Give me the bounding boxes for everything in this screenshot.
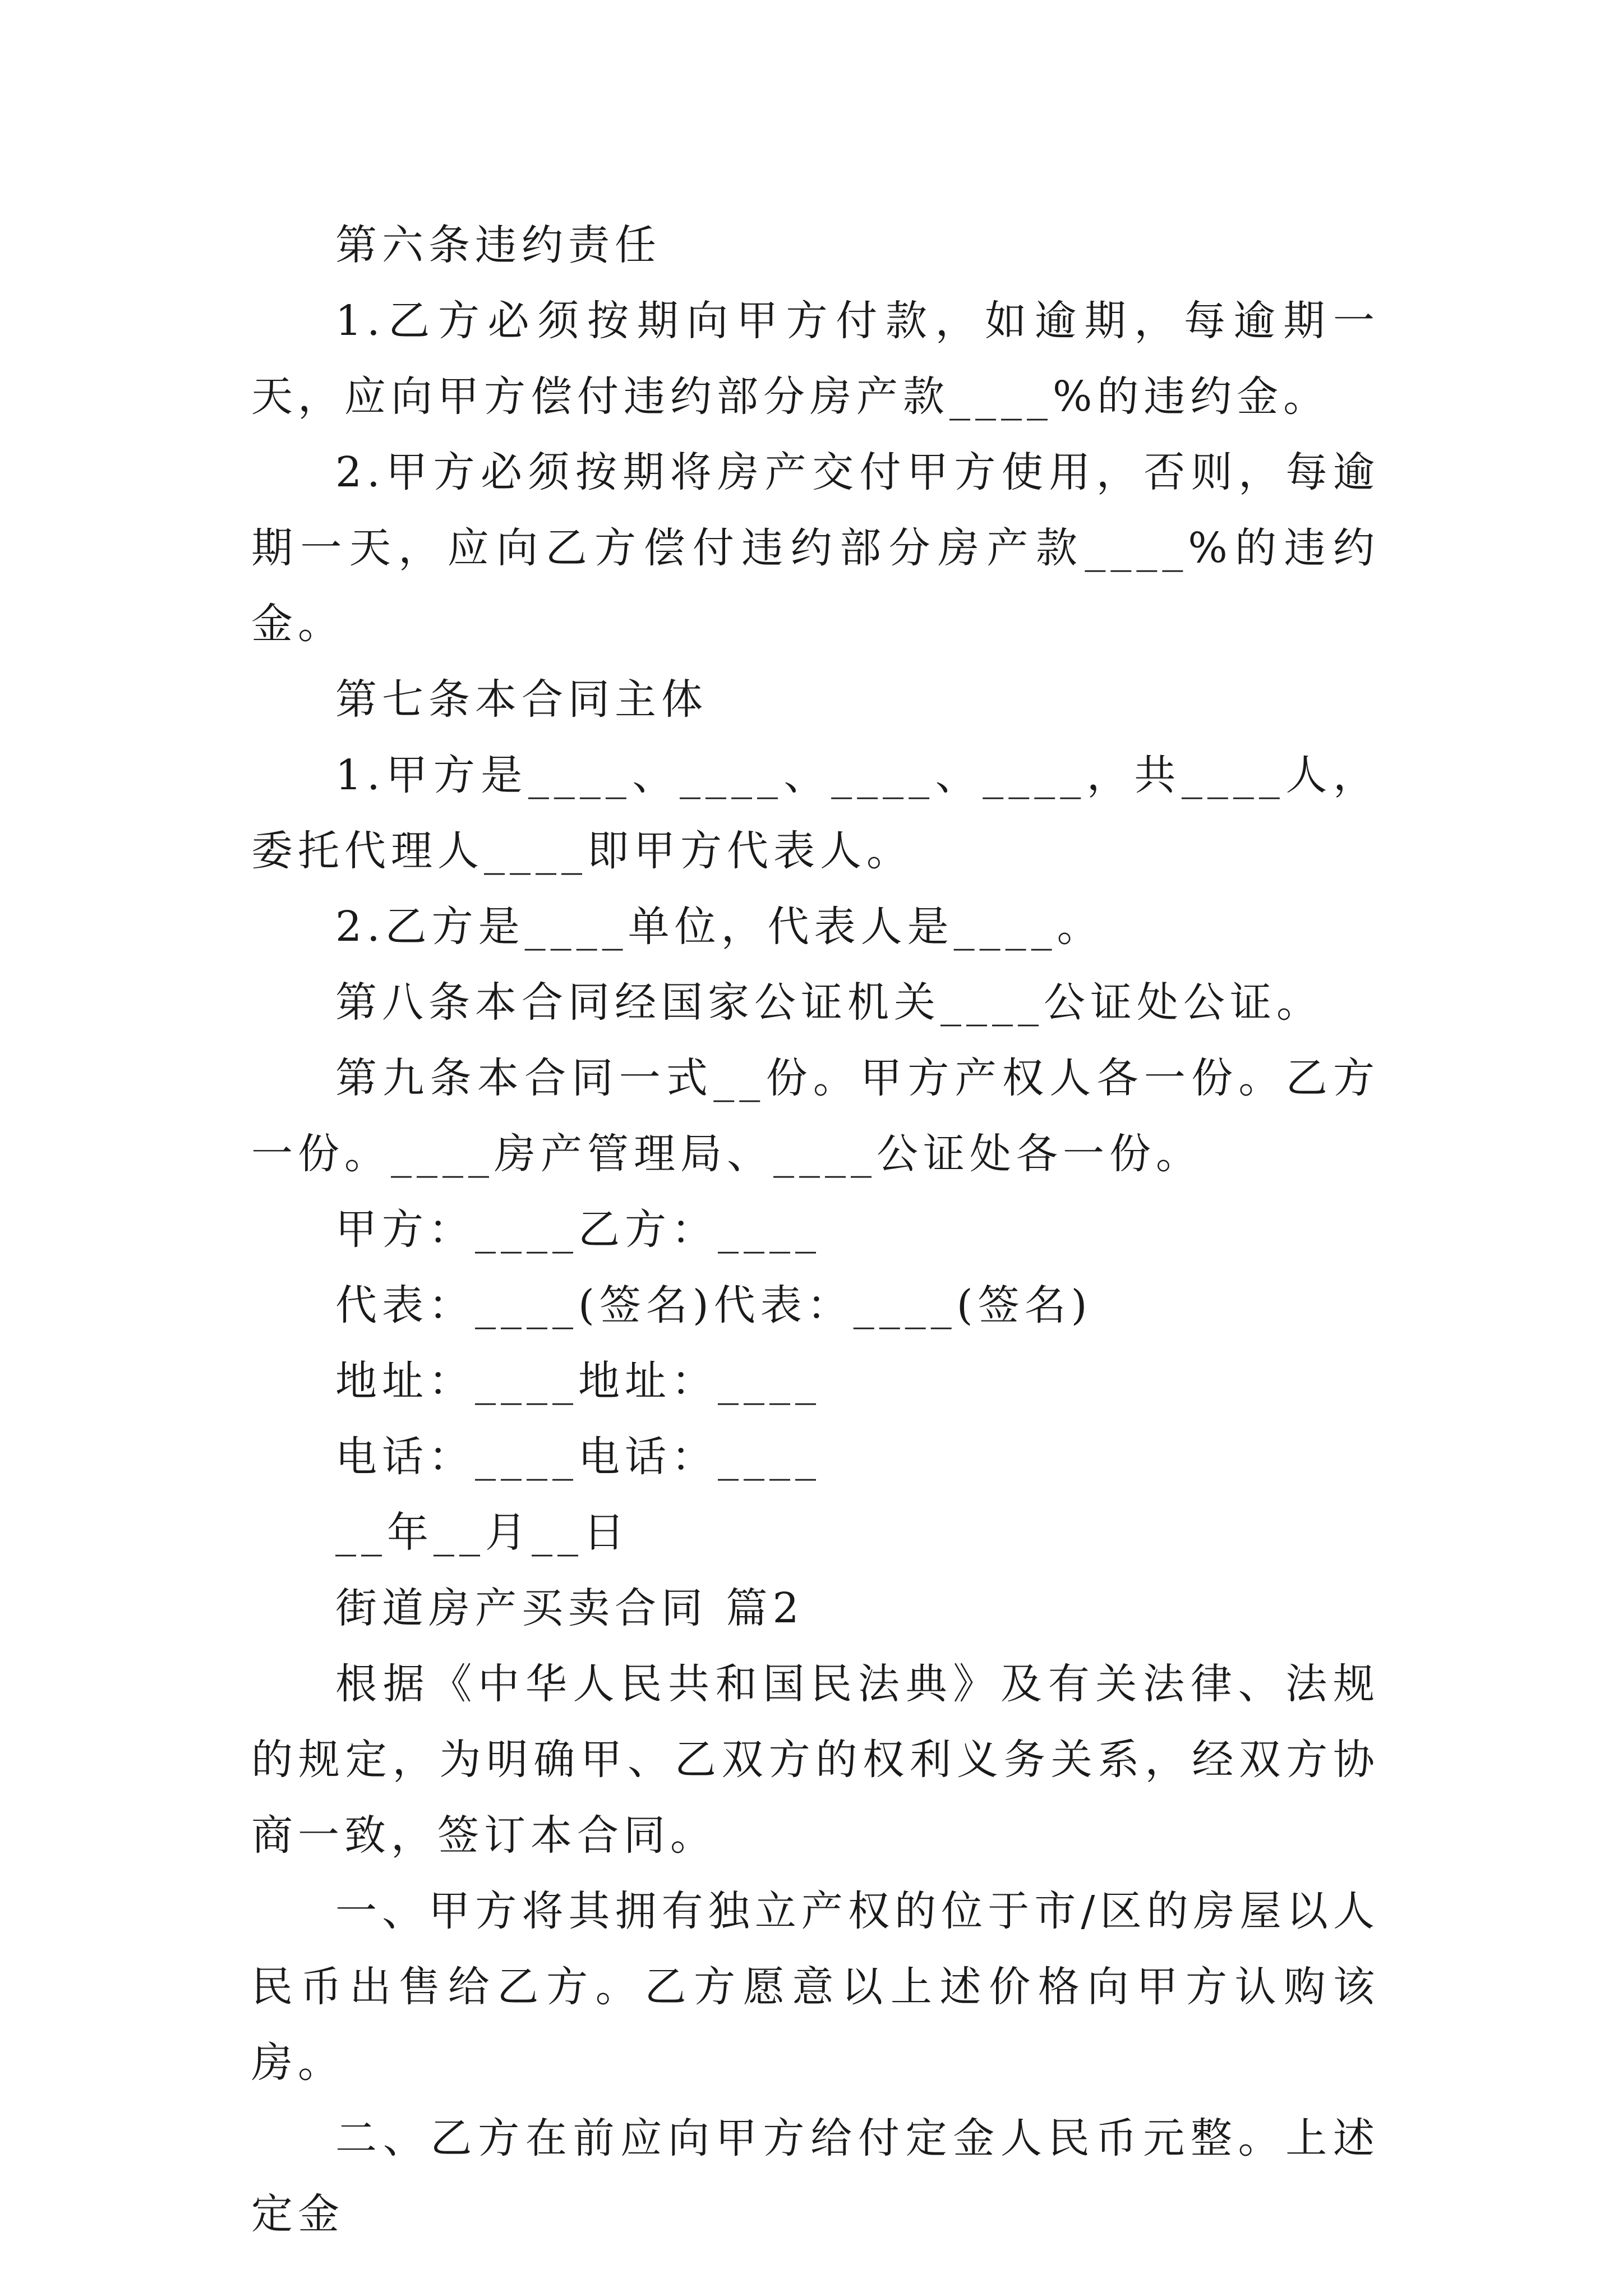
- signature-representative-line: 代表：____(签名)代表：____(签名): [335, 1281, 1092, 1329]
- article-6-clause-2: 2.甲方必须按期将房产交付甲方使用，否则，每逾期一天，应向乙方偿付违约部分房产款____%的违约金。: [251, 448, 1380, 648]
- signature-phone-line: 电话：____电话：____: [335, 1433, 821, 1481]
- signature-party-line: 甲方：____乙方：____: [335, 1205, 821, 1254]
- clause-two: 二、乙方在前应向甲方给付定金人民币元整。上述定金: [251, 2114, 1380, 2238]
- clause-one: 一、甲方将其拥有独立产权的位于市/区的房屋以人民币出售给乙方。乙方愿意以上述价格向甲方认购该房。: [251, 1887, 1380, 2087]
- article-7-clause-1: 1.甲方是____、____、____、____，共____人，委托代理人____即甲方代表人。: [251, 751, 1380, 875]
- article-8: 第八条本合同经国家公证机关____公证处公证。: [335, 978, 1323, 1027]
- document-body: [251, 208, 1380, 2252]
- article-6-heading: 第六条违约责任: [335, 221, 661, 269]
- article-6-clause-1: 1.乙方必须按期向甲方付款，如逾期，每逾期一天，应向甲方偿付违约部分房产款____%的违约金。: [251, 297, 1380, 421]
- section-title-part-2: 街道房产买卖合同 篇2: [335, 1584, 804, 1632]
- article-9: 第九条本合同一式__份。甲方产权人各一份。乙方一份。____房产管理局、____公证处各一份。: [251, 1054, 1380, 1178]
- signature-date-line: __年__月__日: [335, 1508, 630, 1557]
- article-7-heading: 第七条本合同主体: [335, 675, 708, 724]
- signature-address-line: 地址：____地址：____: [335, 1357, 821, 1405]
- article-7-clause-2: 2.乙方是____单位，代表人是____。: [335, 903, 1104, 951]
- preamble-paragraph: 根据《中华人民共和国民法典》及有关法律、法规的规定，为明确甲、乙双方的权利义务关系，经双方协商一致，签订本合同。: [251, 1660, 1380, 1860]
